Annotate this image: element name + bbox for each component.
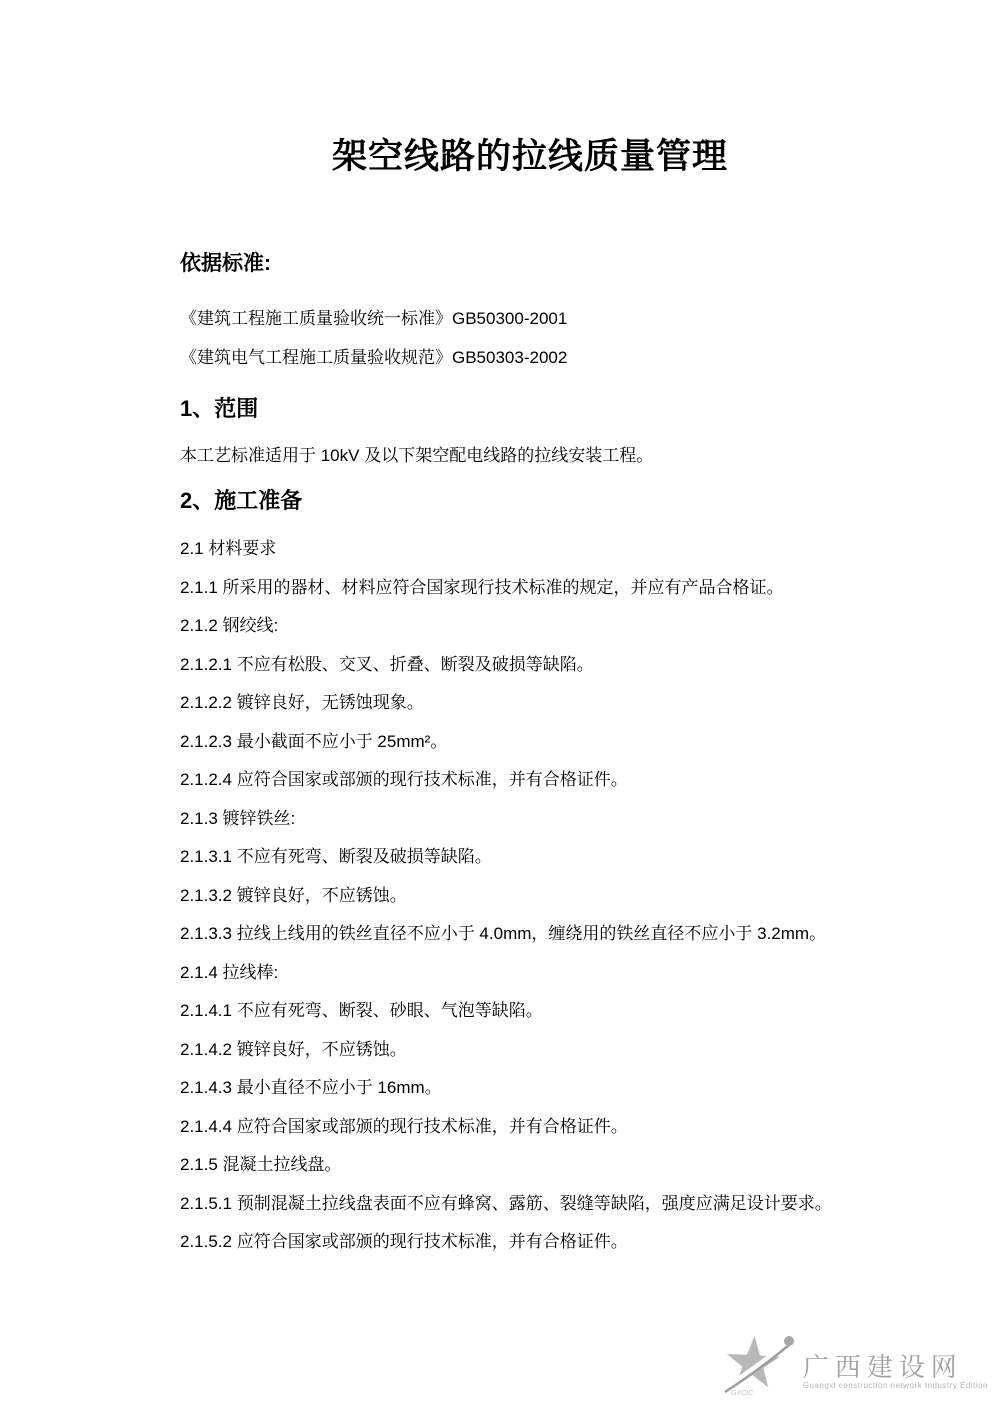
body-paragraph: 2.1.5 混凝土拉线盘。 — [180, 1155, 342, 1174]
body-paragraph: 2.1.3.1 不应有死弯、断裂及破损等缺陷。 — [180, 847, 492, 866]
section-heading-preparation: 2、施工准备 — [180, 488, 303, 513]
body-paragraph: 2.1.2.3 最小截面不应小于 25mm²。 — [180, 731, 448, 751]
body-paragraph: 2.1.2 钢绞线: — [180, 616, 279, 635]
body-paragraph: 2.1.4.2 镀锌良好，不应锈蚀。 — [180, 1039, 407, 1059]
body-paragraph: 2.1.3.2 镀锌良好，不应锈蚀。 — [180, 885, 407, 905]
section-heading-scope: 1、范围 — [180, 396, 259, 421]
body-paragraph: 2.1.5.2 应符合国家或部颁的现行技术标准，并有合格证件。 — [180, 1232, 628, 1251]
body-paragraph: 2.1.3.3 拉线上线用的铁丝直径不应小于 4.0mm，缠绕用的铁丝直径不应小于 3.2mm。 — [180, 924, 827, 943]
body-paragraph: 2.1.2.4 应符合国家或部颁的现行技术标准，并有合格证件。 — [180, 770, 628, 789]
body-paragraph: 2.1.5.1 预制混凝土拉线盘表面不应有蜂窝、露筋、裂缝等缺陷，强度应满足设计要求。 — [180, 1193, 832, 1213]
body-paragraph: 2.1.2.1 不应有松股、交叉、折叠、断裂及破损等缺陷。 — [180, 654, 594, 674]
body-paragraph: 本工艺标准适用于 10kV 及以下架空配电线路的拉线安装工程。 — [180, 446, 654, 465]
body-paragraph: 2.1.2.2 镀锌良好，无锈蚀现象。 — [180, 693, 424, 712]
page-title: 架空线路的拉线质量管理 — [331, 137, 728, 176]
site-watermark-logo — [717, 1331, 988, 1397]
scope-section-body — [180, 436, 880, 475]
basis-standards-heading: 依据标准: — [180, 252, 271, 275]
logo-text-block — [803, 1353, 988, 1397]
logo-subtitle: Guangxi construction network Industry Edition — [802, 1381, 988, 1390]
standards-list — [180, 299, 880, 377]
standard-reference: 《建筑工程施工质量验收统一标准》GB50300-2001 — [180, 309, 568, 328]
standard-reference: 《建筑电气工程施工质量验收规范》GB50303-2002 — [180, 348, 568, 367]
body-paragraph: 2.1.4.3 最小直径不应小于 16mm。 — [180, 1078, 442, 1097]
star-label-text: GXCIC — [730, 1390, 753, 1397]
body-paragraph: 2.1.3 镀锌铁丝: — [180, 808, 296, 828]
body-paragraph: 2.1.4.4 应符合国家或部颁的现行技术标准，并有合格证件。 — [180, 1116, 628, 1136]
body-paragraph: 2.1 材料要求 — [180, 539, 277, 558]
body-paragraph: 2.1.4.1 不应有死弯、断裂、砂眼、气泡等缺陷。 — [180, 1001, 543, 1020]
star-swoosh-icon — [717, 1331, 797, 1397]
body-paragraph: 2.1.4 拉线棒: — [180, 962, 279, 982]
body-paragraph: 2.1.1 所采用的器材、材料应符合国家现行技术标准的规定，并应有产品合格证。 — [180, 577, 784, 597]
logo-site-name: 广西建设网 — [802, 1352, 963, 1382]
preparation-section-body — [180, 530, 880, 1262]
document-content — [0, 132, 992, 1262]
